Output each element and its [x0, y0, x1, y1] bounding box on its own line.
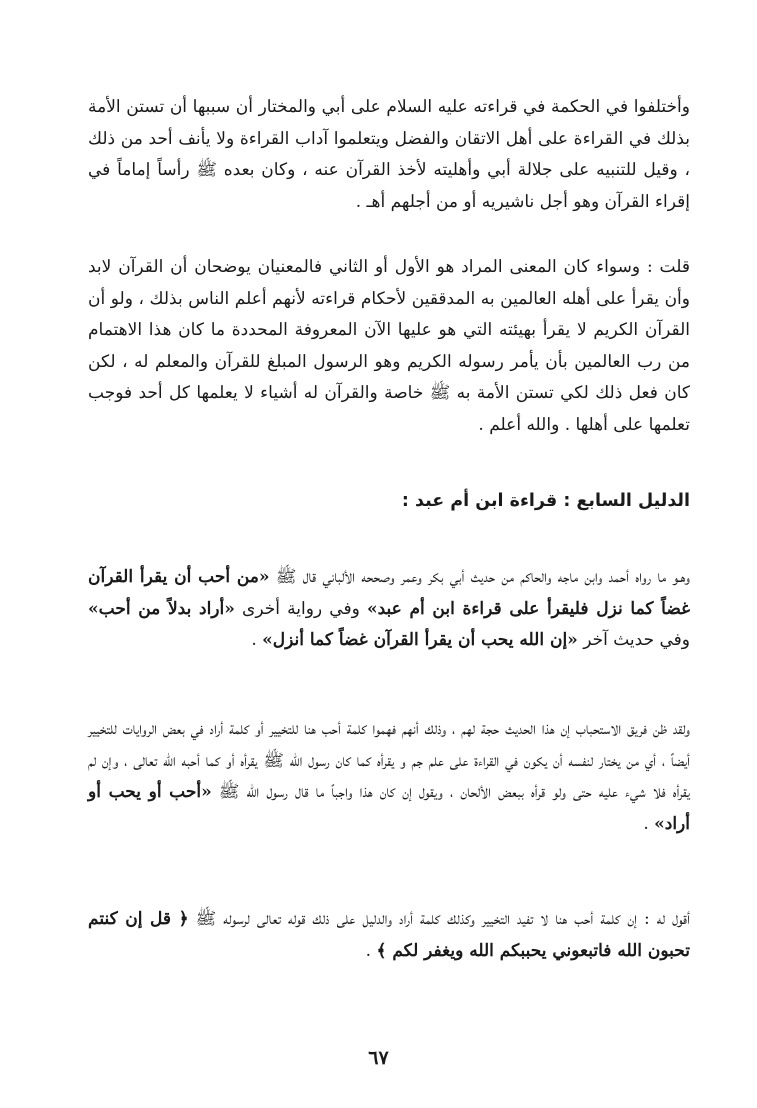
- paragraph-4: [88, 714, 690, 840]
- paragraph-4-text-a: ولقد ظن فريق الاستحباب إن هذا الحديث حجة لهم ، وذلك أنهم فهموا كلمة أحب هنا للتخيير أو كلمة أراد في بعض الروايات للتخيير أيضاً ، أي من يختار لنفسه أن يكون في القراءة على علم جم و يقرأه كما كان رسول الله ﷺ يقرأه أو كما أحبه الله تعالى ، وإن لم يقرأه فلا شيء عليه حتى ولو قرأه ببعض الألحان ، ويقول إن كان هذا واجباً ما قال رسول الله ﷺ: [88, 719, 690, 802]
- paragraph-3: [88, 562, 690, 657]
- paragraph-3-text-d: .: [251, 630, 263, 650]
- section-heading: الدليل السابع : قراءة ابن أم عبد :: [401, 491, 690, 511]
- paragraph-5-text-a: أقول له : إن كلمة أحب هنا لا تفيد التخيير وكذلك كلمة أراد والدليل على ذلك قوله تعالى لرسوله ﷺ: [188, 909, 691, 929]
- paragraph-3-text-a: وهـو ما رواه أحمد وابن ماجه والحاكم من حديث أبي بكر وعمر وصححه الألباني قال ﷺ: [269, 567, 690, 587]
- hadith-quote-2: «أراد بدلاً من أحب»: [88, 598, 235, 619]
- paragraph-3-text-c: وفي حديث آخر: [577, 630, 690, 650]
- hadith-quote-1: «من أحب أن يقرأ القرآن غضاً كما نزل فليقرأ على قراءة ابن أم عبد»: [88, 567, 690, 619]
- paragraph-1: وأختلفوا في الحكمة في قراءته عليه السلام على أبي والمختار أن سببها أن تستن الأمة بذلك في القراءة على أهل الاتقان والفضل ويتعلموا آداب القراءة ولا يأنف أحد من ذلك ، وقيل للتنبيه على جلالة أبي وأهليته لأخذ القرآن عنه ، وكان بعده ﷺ رأساً إماماً في إقراء القرآن وهو أجل ناشيريه أو من أجلهم أهـ .: [88, 97, 690, 212]
- quran-verse-quote: ﴿ قل إن كنتم تحبون الله فاتبعوني يحببكم الله ويغفر لكم ﴾: [88, 909, 690, 961]
- hadith-quote-3: «إن الله يحب أن يقرأ القرآن غضاً كما أنزل»: [262, 630, 578, 650]
- paragraph-4-quote: «أحب أو يحب أو أراد»: [88, 782, 690, 834]
- paragraph-4-text-b: .: [643, 813, 655, 834]
- page-number: ٦٧: [368, 1047, 389, 1069]
- paragraph-2: قلت : وسواء كان المعنى المراد هو الأول أو الثاني فالمعنيان يوضحان أن القرآن لابد وأن يقرأ على أهله العالمين به المدققين لأحكام قراءته لأنهم أعلم الناس بذلك ، ولو أن القرآن الكريم لا يقرأ بهيئته التي هو عليها الآن المعروفة المحددة ما كان هذا الاهتمام من رب العالمين بأن يأمر رسوله الكريم وهو الرسول المبلغ للقرآن والمعلم له ، لكن كان فعل ذلك لكي تستن الأمة به ﷺ خاصة والقرآن له أشياء لا يعلمها كل أحد فوجب تعلمها على أهلها . والله أعلم .: [88, 257, 690, 435]
- paragraph-3-text-b: وفي رواية أخرى: [234, 598, 367, 619]
- paragraph-5-text-b: .: [365, 940, 377, 961]
- paragraph-5: [88, 904, 690, 967]
